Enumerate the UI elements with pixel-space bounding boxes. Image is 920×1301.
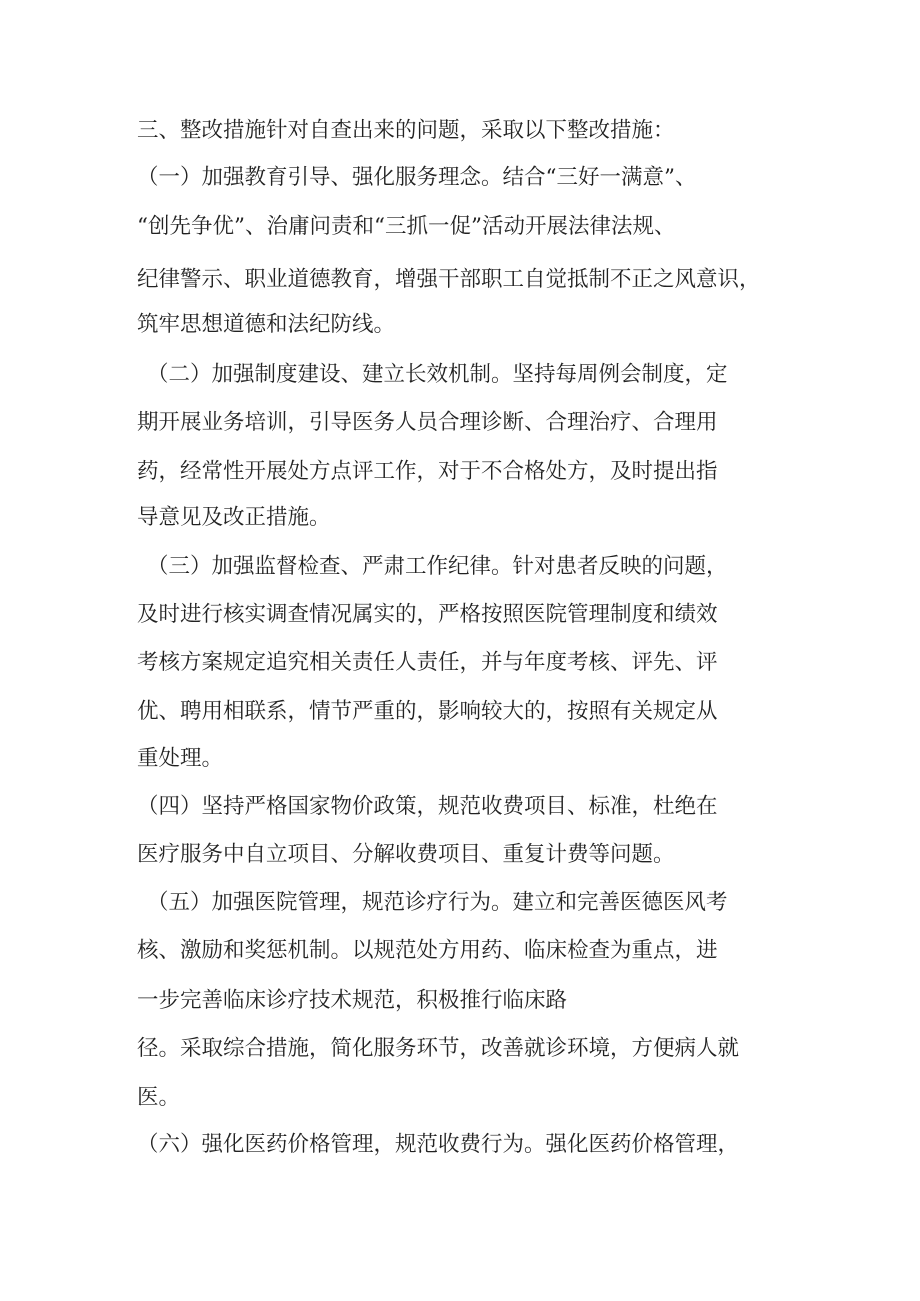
paragraph-line: （二）加强制度建设、建立长效机制。坚持每周例会制度，定 [147,362,728,387]
paragraph-line: （六）强化医药价格管理，规范收费行为。强化医药价格管理， [137,1132,740,1157]
paragraph-line: 重处理。 [137,746,224,771]
paragraph-line: （四）坚持严格国家物价政策，规范收费项目、标准，杜绝在 [137,794,718,819]
paragraph-line: 期开展业务培训，引导医务人员合理诊断、合理治疗、合理用 [137,410,718,435]
paragraph-line: 筑牢思想道德和法纪防线。 [137,312,396,337]
paragraph-line: （五）加强医院管理，规范诊疗行为。建立和完善医德医风考 [147,890,728,915]
paragraph-line: 优、聘用相联系，情节严重的，影响较大的，按照有关规定从 [137,699,718,724]
paragraph-line: 核、激励和奖惩机制。以规范处方用药、临床检查为重点，进 [137,938,718,963]
paragraph-line: 及时进行核实调查情况属实的，严格按照医院管理制度和绩效 [137,602,718,627]
paragraph-line: 医。 [137,1085,181,1110]
paragraph-line: 考核方案规定追究相关责任人责任，并与年度考核、评先、评 [137,650,718,675]
paragraph-line: 一步完善临床诊疗技术规范，积极推行临床路 [137,988,568,1013]
paragraph-line: （三）加强监督检查、严肃工作纪律。针对患者反映的问题， [147,554,728,579]
paragraph-line: 径。采取综合措施，简化服务环节，改善就诊环境，方便病人就 [137,1036,740,1061]
paragraph-line: 导意见及改正措施。 [137,505,331,530]
paragraph-line: （一）加强教育引导、强化服务理念。结合“三好一满意”、 [137,165,697,190]
heading-rectification-measures: 三、整改措施针对自查出来的问题，采取以下整改措施： [137,118,675,143]
paragraph-line: 药，经常性开展处方点评工作，对于不合格处方，及时提出指 [137,459,718,484]
paragraph-line: 纪律警示、职业道德教育，增强干部职工自觉抵制不正之风意识， [137,267,761,292]
paragraph-line: “创先争优”、治庸问责和“三抓一促”活动开展法律法规、 [137,214,676,239]
paragraph-line: 医疗服务中自立项目、分解收费项目、重复计费等问题。 [137,842,675,867]
